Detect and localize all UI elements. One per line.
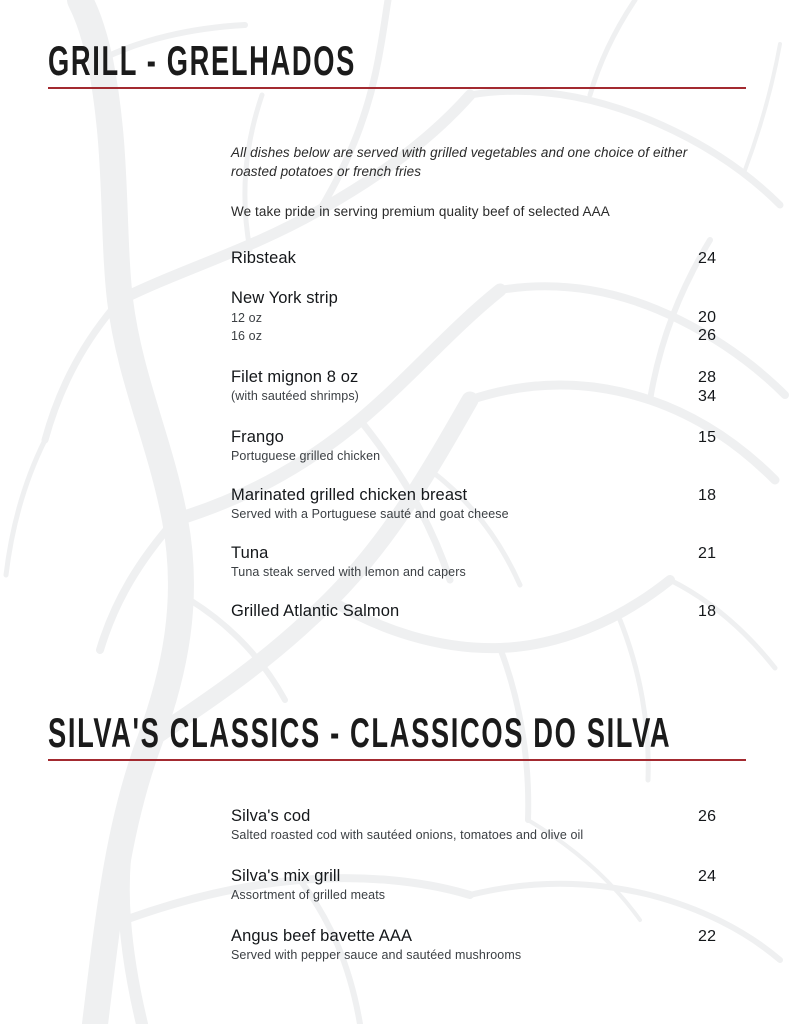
item-description: (with sautéed shrimps) [231,389,359,403]
item-description: Served with pepper sauce and sautéed mushrooms [231,948,522,962]
item-price: 22 [698,928,717,945]
item-price: 24 [698,250,717,267]
item-price: 26 [698,808,717,825]
section-title-grill: GRILL - GRELHADOS [48,38,356,85]
item-name: Frango [231,428,284,446]
item-variant-price: 20 [698,309,717,326]
item-name: Silva's mix grill [231,867,341,885]
item-variant [231,309,751,327]
item-name: Filet mignon 8 oz [231,368,359,386]
item-variant [231,327,751,345]
item-name: Tuna [231,544,269,562]
menu-item[interactable] [231,367,751,405]
menu-item[interactable] [231,248,751,269]
grill-intro-plain: We take pride in serving premium quality beef of selected AAA [231,204,610,219]
item-name: New York strip [231,289,338,307]
item-variant-label: 12 oz [231,311,263,325]
menu-item[interactable] [231,601,751,622]
section-title-silvas-classics: SILVA'S CLASSICS - CLASSICOS DO SILVA [48,710,672,757]
grill-item-list [231,248,751,622]
menu-item[interactable] [231,806,751,844]
menu-item[interactable] [231,288,751,345]
section-header-silvas-classics [48,710,746,761]
item-variant-label: 16 oz [231,329,263,343]
menu-item[interactable] [231,866,751,904]
menu-item[interactable] [231,926,751,964]
item-name: Angus beef bavette AAA [231,927,413,945]
item-name: Ribsteak [231,249,296,267]
item-price: 18 [698,603,717,620]
silvas-classics-item-list [231,806,751,964]
item-description: Portuguese grilled chicken [231,449,381,463]
item-price: 24 [698,868,717,885]
grill-intro-italic: All dishes below are served with grilled vegetables and one choice of either roasted potatoes or french fries [231,145,688,179]
item-price: 15 [698,429,717,446]
item-price: 28 [698,369,717,386]
grill-intro-block [231,143,701,221]
item-description: Tuna steak served with lemon and capers [231,565,466,579]
item-description: Assortment of grilled meats [231,888,386,902]
item-price: 18 [698,487,717,504]
item-secondary-price: 34 [698,388,717,405]
section-header-grill [48,38,746,89]
item-name: Grilled Atlantic Salmon [231,602,400,620]
item-variant-price: 26 [698,327,717,344]
menu-item[interactable] [231,543,751,581]
menu-item[interactable] [231,485,751,523]
item-name: Marinated grilled chicken breast [231,486,468,504]
item-description: Salted roasted cod with sautéed onions, tomatoes and olive oil [231,828,584,842]
item-description: Served with a Portuguese sauté and goat cheese [231,507,509,521]
section-rule-silvas-classics [48,759,746,761]
section-rule-grill [48,87,746,89]
item-name: Silva's cod [231,807,311,825]
menu-item[interactable] [231,427,751,465]
item-price: 21 [698,545,717,562]
